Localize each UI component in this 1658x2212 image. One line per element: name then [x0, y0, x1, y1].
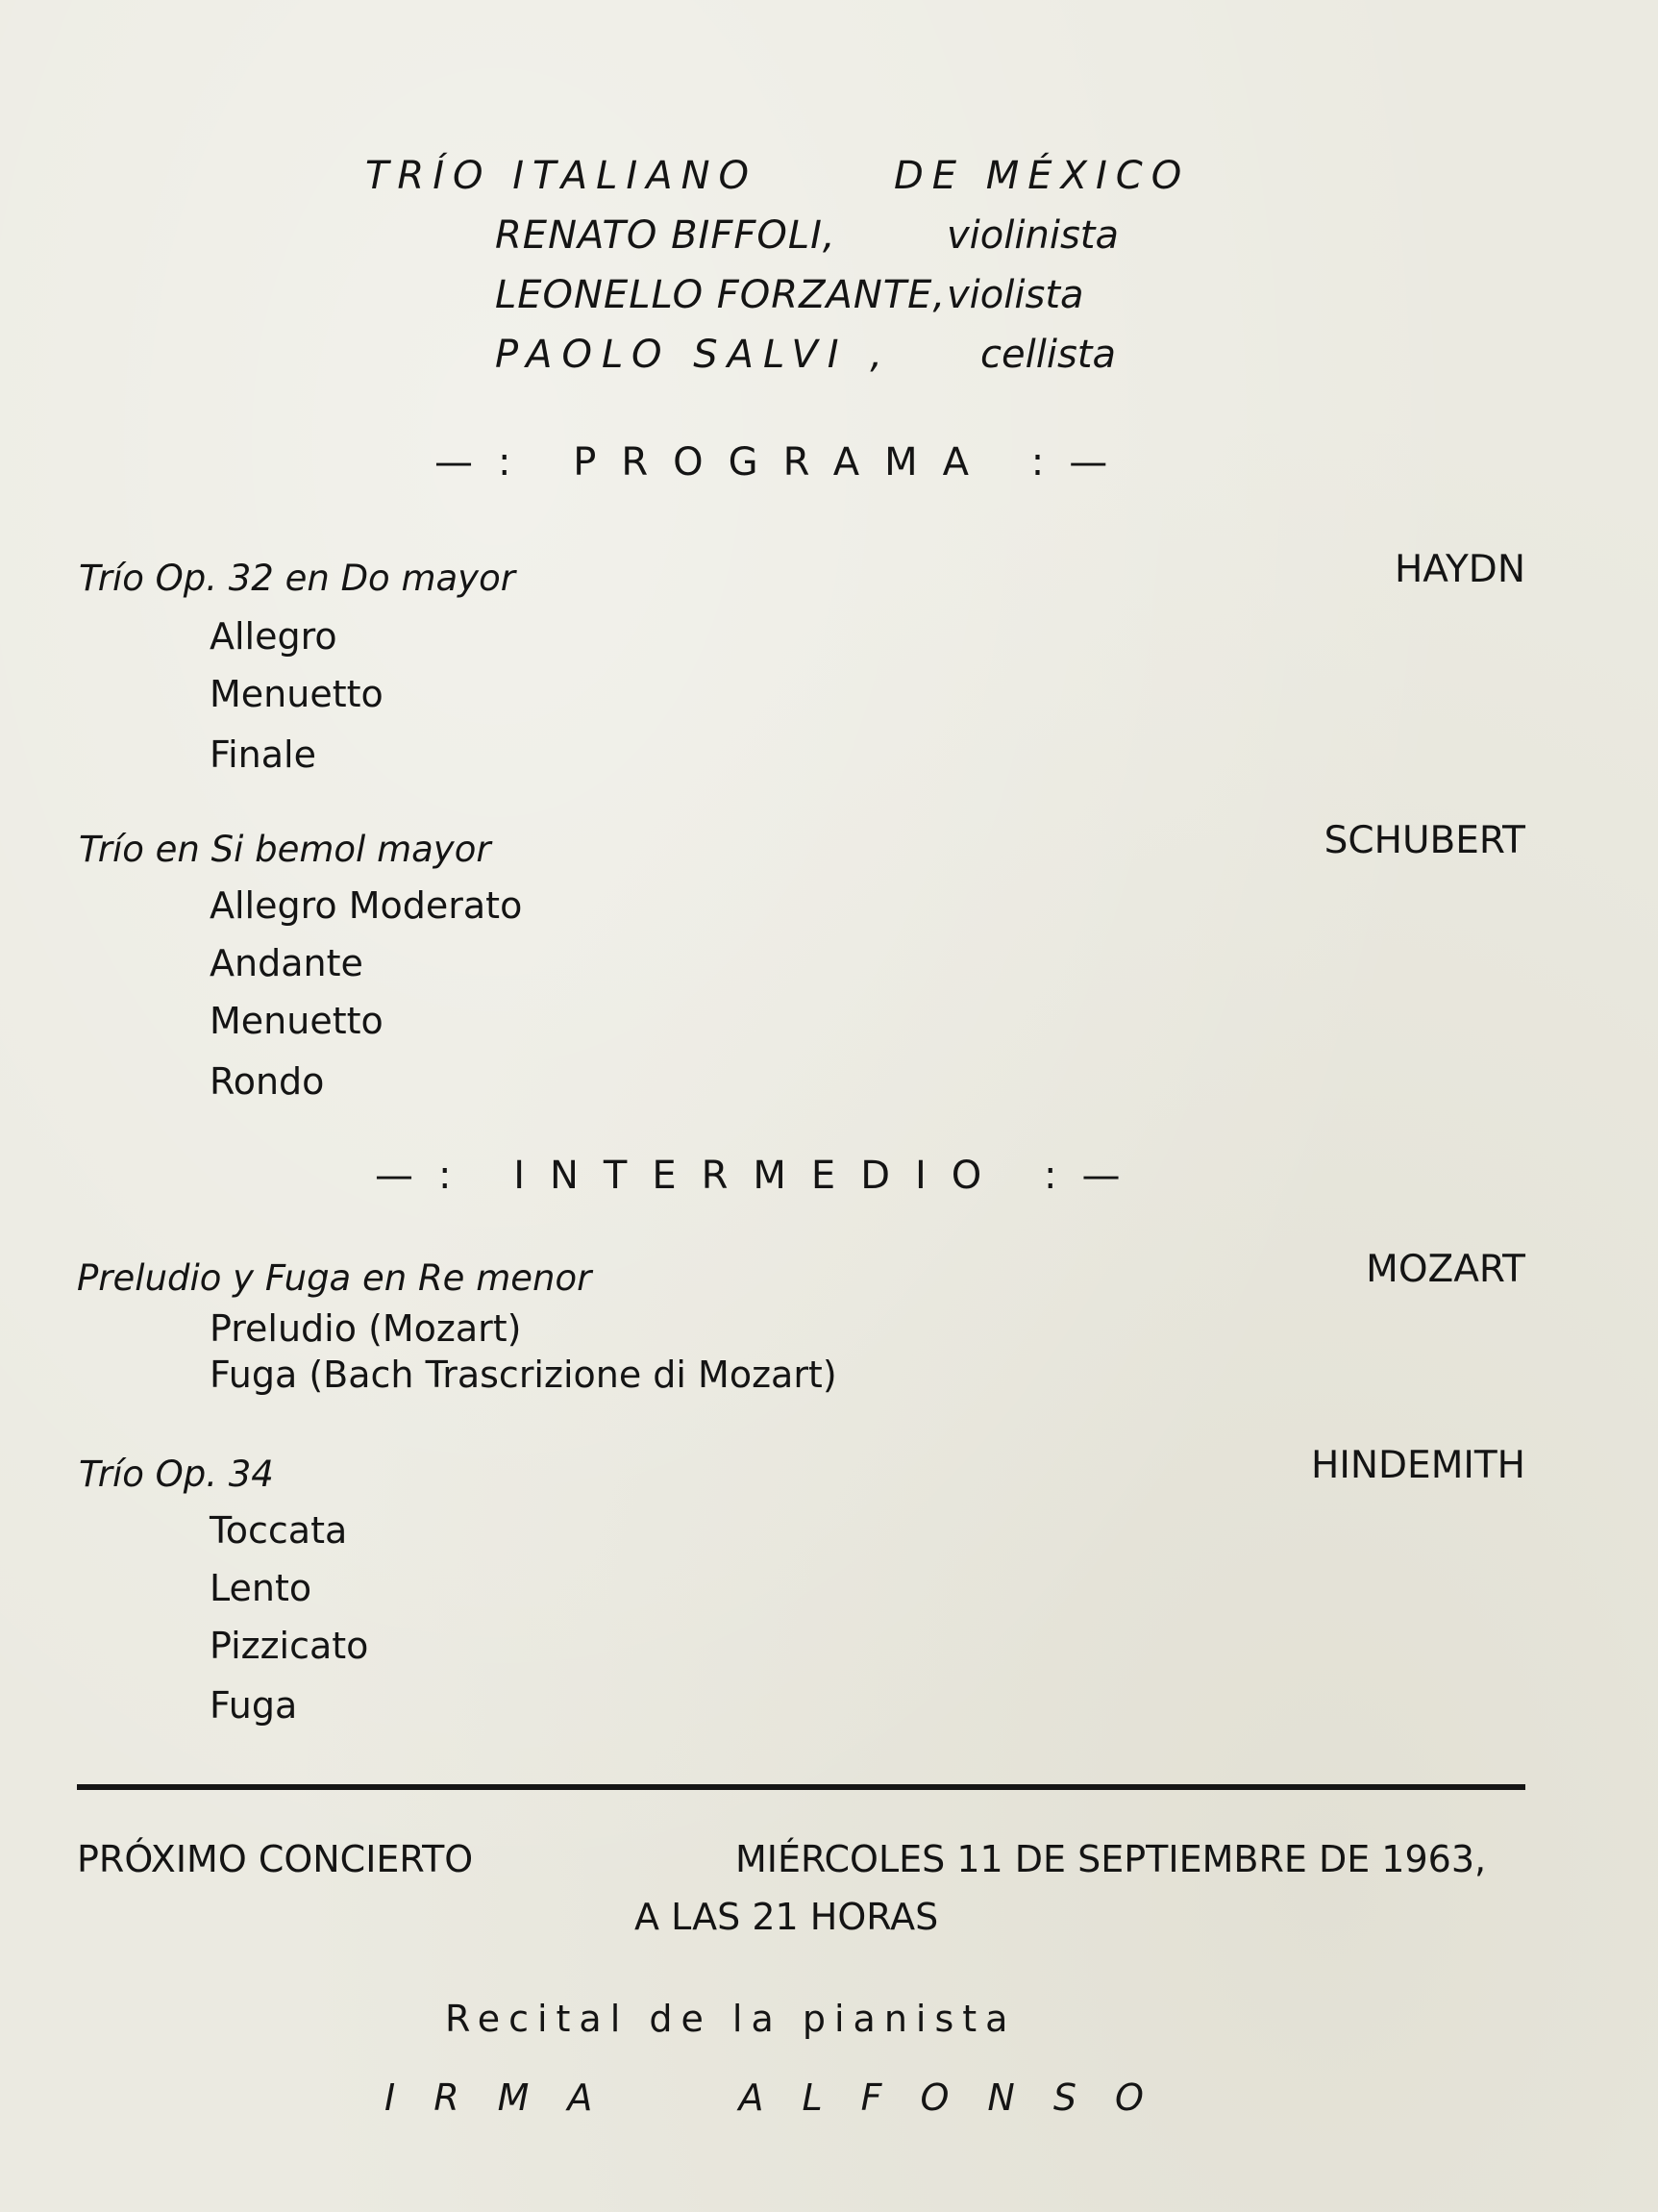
- movement: Finale: [210, 733, 316, 776]
- work-title-schubert: Trío en Si bemol mayor: [79, 829, 491, 870]
- member-role-2: violista: [947, 273, 1084, 317]
- next-concert-label: PRÓXIMO CONCIERTO: [77, 1838, 474, 1880]
- movement: Rondo: [210, 1060, 325, 1103]
- movement: Fuga (Bach Trascrizione di Mozart): [210, 1354, 837, 1396]
- movement: Menuetto: [210, 673, 384, 715]
- composer-haydn: HAYDN: [1394, 548, 1525, 591]
- next-concert-date: MIÉRCOLES 11 DE SEPTIEMBRE DE 1963,: [735, 1838, 1487, 1880]
- work-title-haydn: Trío Op. 32 en Do mayor: [79, 558, 515, 599]
- movement: Preludio (Mozart): [210, 1307, 522, 1350]
- movement: Menuetto: [210, 1000, 384, 1042]
- movement: Toccata: [210, 1509, 348, 1552]
- work-title-hindemith: Trío Op. 34: [79, 1454, 274, 1495]
- movement: Andante: [210, 942, 363, 984]
- movement: Lento: [210, 1567, 312, 1609]
- movement: Fuga: [210, 1684, 298, 1727]
- intermedio-heading: —: INTERMEDIO :—: [375, 1154, 1146, 1198]
- programa-heading: —: PROGRAMA :—: [434, 440, 1133, 485]
- composer-mozart: MOZART: [1366, 1248, 1525, 1291]
- pianist-name: IRMA ALFONSO: [384, 2076, 1182, 2119]
- movement: Allegro: [210, 615, 337, 658]
- trio-title-left: TRÍO ITALIANO: [365, 154, 757, 198]
- movement: Allegro Moderato: [210, 884, 523, 927]
- member-name-2: LEONELLO FORZANTE,: [495, 273, 947, 317]
- next-concert-time: A LAS 21 HORAS: [634, 1896, 939, 1938]
- trio-title-right: DE MÉXICO: [894, 154, 1191, 198]
- composer-schubert: SCHUBERT: [1324, 819, 1525, 862]
- member-role-3: cellista: [980, 333, 1116, 377]
- member-name-1: RENATO BIFFOLI,: [495, 213, 836, 258]
- member-name-3: PAOLO SALVI ,: [495, 333, 892, 377]
- member-role-1: violinista: [947, 213, 1119, 258]
- movement: Pizzicato: [210, 1625, 369, 1667]
- composer-hindemith: HINDEMITH: [1311, 1444, 1525, 1487]
- work-title-mozart: Preludio y Fuga en Re menor: [77, 1257, 592, 1299]
- divider-rule: [77, 1784, 1525, 1790]
- recital-label: Recital de la pianista: [445, 1998, 1017, 2040]
